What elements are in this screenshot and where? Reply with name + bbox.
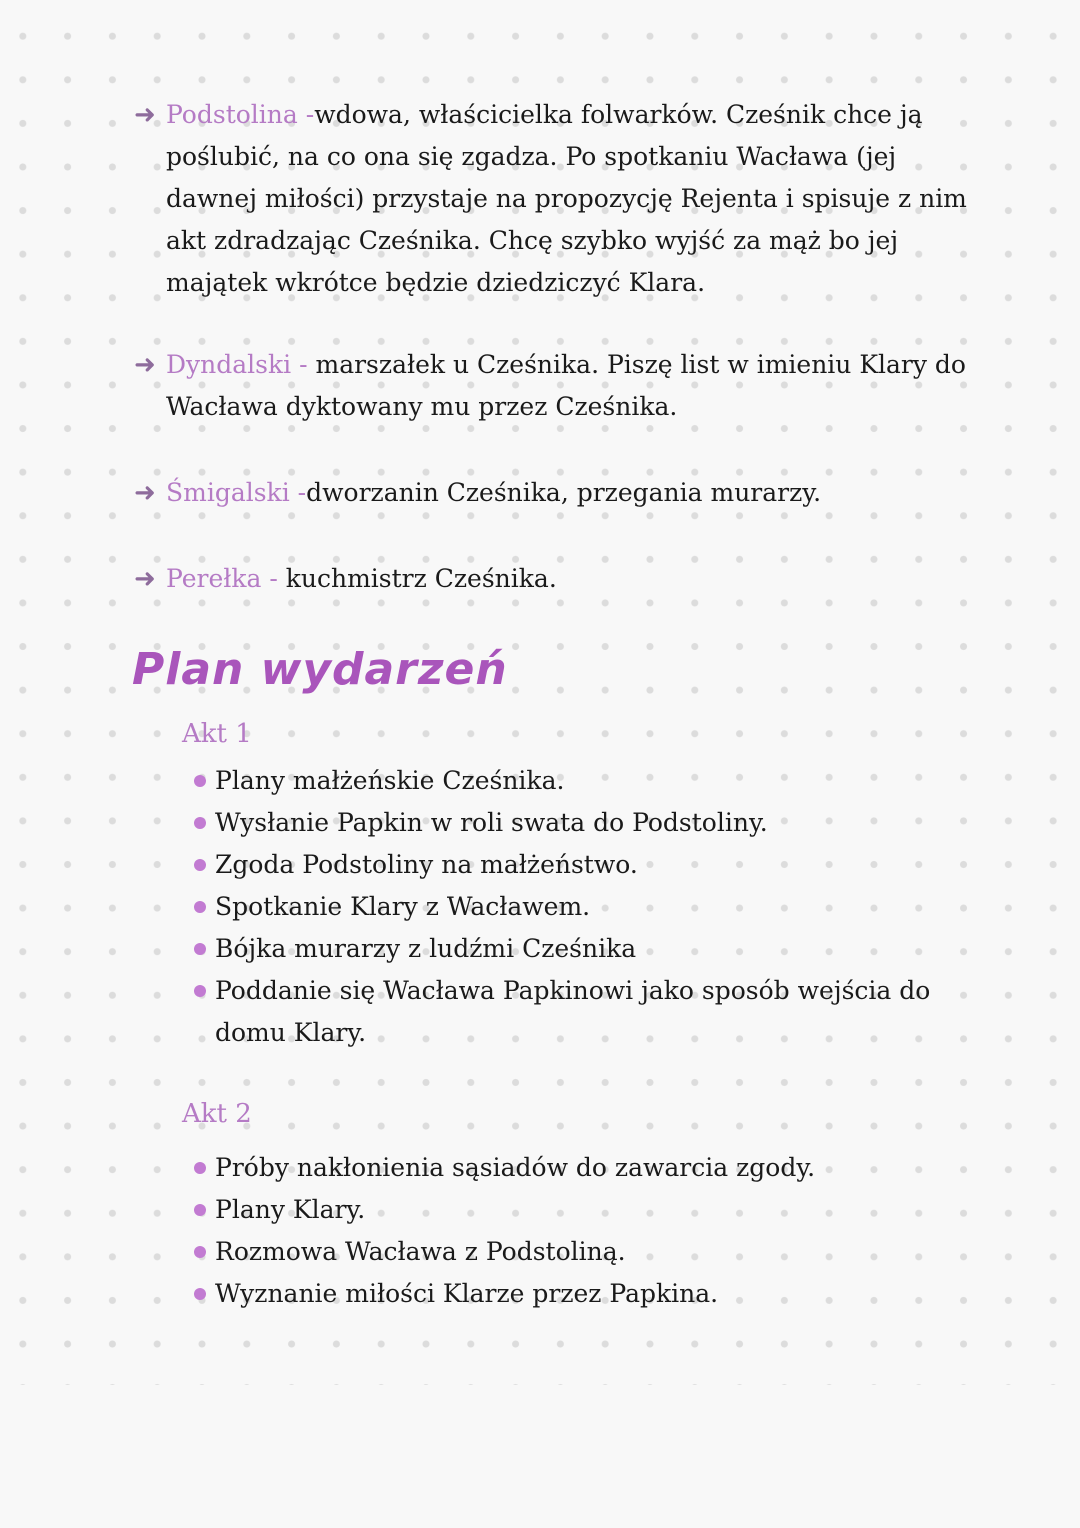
list-item: Zgoda Podstoliny na małżeństwo. [190,844,960,886]
arrow-right-icon: ➜ [134,100,156,130]
event-list [190,1147,960,1315]
arrow-right-icon: ➜ [134,350,156,380]
character-entry: ➜ Perełka - kuchmistrz Cześnika. [134,558,984,600]
list-item: Plany Klary. [190,1189,960,1231]
character-entry: ➜ Dyndalski - marszałek u Cześnika. Piszę list w imieniu Klary do Wacława dyktowany mu przez Cześnika. [134,344,984,428]
event-list [190,760,960,1054]
list-item: Spotkanie Klary z Wacławem. [190,886,960,928]
list-item: Próby nakłonienia sąsiadów do zawarcia zgody. [190,1147,960,1189]
arrow-right-icon: ➜ [134,478,156,508]
character-description: marszałek u Cześnika. Piszę list w imieniu Klary do Wacława dyktowany mu przez Cześnika. [166,350,966,421]
list-item: Plany małżeńskie Cześnika. [190,760,960,802]
arrow-right-icon: ➜ [134,564,156,594]
section-title: Plan wydarzeń [132,644,508,695]
character-name: Dyndalski [166,350,292,379]
character-entry: ➜ Podstolina -wdowa, właścicielka folwarków. Cześnik chce ją poślubić, na co ona się zgadza. Po spotkaniu Wacława (jej dawnej miłości) przystaje na propozycję Rejenta i spisuje z nim akt zdradzając Cześnika. Chcę szybko wyjść za mąż bo jej majątek wkrótce będzie dziedziczyć Klara. [134,94,984,304]
character-name: Śmigalski [166,478,290,507]
act-label: Akt 1 [182,719,252,749]
character-name: Perełka [166,564,262,593]
list-item: Poddanie się Wacława Papkinowi jako sposób wejścia do domu Klary. [190,970,960,1054]
character-description: kuchmistrz Cześnika. [285,564,557,593]
list-item: Wysłanie Papkin w roli swata do Podstoliny. [190,802,960,844]
character-description: wdowa, właścicielka folwarków. Cześnik chce ją poślubić, na co ona się zgadza. Po spotkaniu Wacława (jej dawnej miłości) przystaje na propozycję Rejenta i spisuje z nim akt zdradzając Cześnika. Chcę szybko wyjść za mąż bo jej majątek wkrótce będzie dziedziczyć Klara. [166,100,967,297]
list-item: Bójka murarzy z ludźmi Cześnika [190,928,960,970]
list-item: Wyznanie miłości Klarze przez Papkina. [190,1273,960,1315]
character-name: Podstolina [166,100,298,129]
act-label: Akt 2 [182,1099,252,1129]
character-entry: ➜ Śmigalski -dworzanin Cześnika, przegania murarzy. [134,472,984,514]
character-list [134,94,984,600]
list-item: Rozmowa Wacława z Podstoliną. [190,1231,960,1273]
character-description: dworzanin Cześnika, przegania murarzy. [306,478,822,507]
